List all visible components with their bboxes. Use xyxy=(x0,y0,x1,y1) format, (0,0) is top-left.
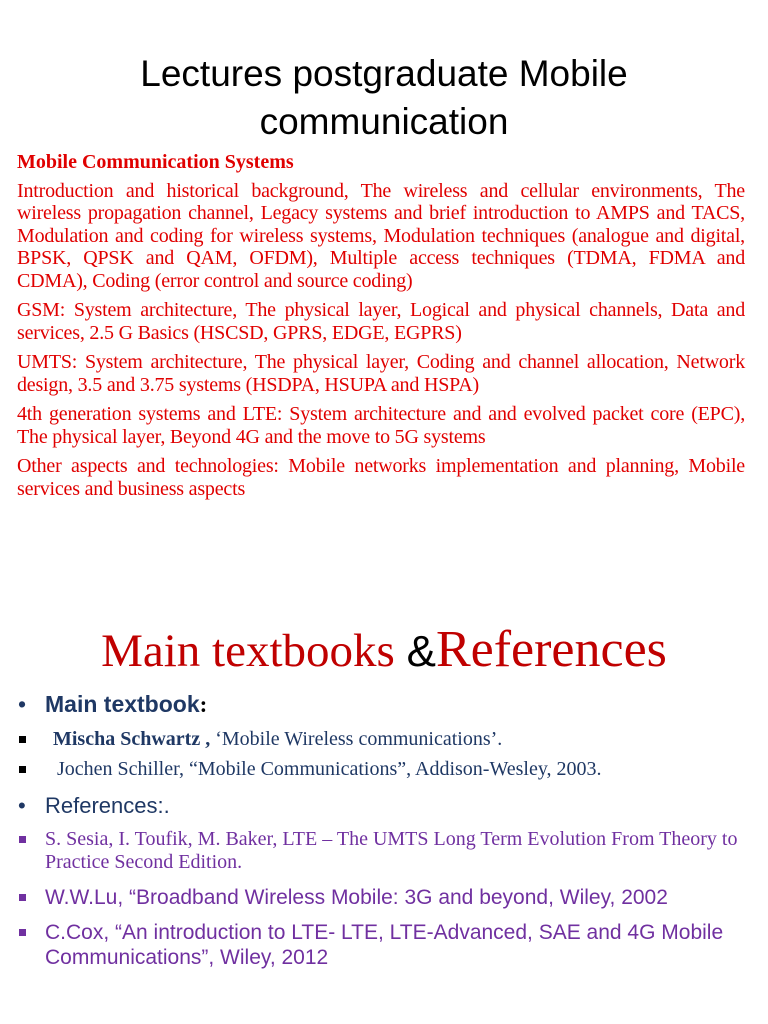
page-title: Lectures postgraduate Mobile communication xyxy=(140,53,628,142)
square-bullet-icon xyxy=(19,736,26,743)
course-heading: Mobile Communication Systems xyxy=(17,151,294,173)
reference-item xyxy=(16,828,756,874)
main-textbook-colon: : xyxy=(199,692,208,717)
topic-paragraph-other: Other aspects and technologies: Mobile networks implementation and planning, Mobile services and business aspects xyxy=(17,455,745,500)
square-bullet-icon xyxy=(19,836,26,843)
references-title-part2: References xyxy=(435,621,667,678)
bullet-icon: • xyxy=(18,793,26,818)
textbook-title: ‘Mobile Wireless communications’. xyxy=(210,728,503,750)
topic-paragraph-umts: UMTS: System architecture, The physical layer, Coding and channel allocation, Network design, 3.5 and 3.75 systems (HSDPA, HSUPA and HSPA) xyxy=(17,351,745,396)
reference-item xyxy=(16,885,756,910)
square-bullet-icon xyxy=(19,766,26,773)
references-label-item xyxy=(16,793,756,819)
square-bullet-icon xyxy=(19,929,26,936)
textbook-citation: Jochen Schiller, “Mobile Communications”, Addison-Wesley, 2003. xyxy=(57,758,602,780)
references-title-part1: Main textbooks xyxy=(101,625,407,677)
bullet-icon: • xyxy=(18,691,27,717)
main-textbook-item xyxy=(16,690,756,719)
topic-paragraph-gsm: GSM: System architecture, The physical layer, Logical and physical channels, Data and services, 2.5 G Basics (HSCSD, GPRS, EDGE, EGPRS) xyxy=(17,299,745,344)
reference-citation: C.Cox, “An introduction to LTE- LTE, LTE-Advanced, SAE and 4G Mobile Communications”, Wiley, 2012 xyxy=(45,921,724,969)
topic-paragraph-lte: 4th generation systems and LTE: System architecture and and evolved packet core (EPC), The physical layer, Beyond 4G and the move to 5G systems xyxy=(17,403,745,448)
textbook-item xyxy=(16,758,756,781)
reference-citation: W.W.Lu, “Broadband Wireless Mobile: 3G and beyond, Wiley, 2002 xyxy=(45,886,668,909)
references-section-title xyxy=(0,620,768,682)
square-bullet-icon xyxy=(19,894,26,901)
references-title-ampersand: & xyxy=(406,627,436,676)
textbook-author: Mischa Schwartz , xyxy=(53,728,211,750)
reference-citation: S. Sesia, I. Toufik, M. Baker, LTE – The UMTS Long Term Evolution From Theory to Practice Second Edition. xyxy=(45,828,738,873)
references-list xyxy=(16,690,756,970)
main-textbook-label: Main textbook xyxy=(45,691,200,717)
references-label: References:. xyxy=(45,793,170,818)
reference-item xyxy=(16,920,756,970)
course-topics xyxy=(17,151,745,507)
topic-paragraph-intro: Introduction and historical background, The wireless and cellular environments, The wireless propagation channel, Legacy systems and brief introduction to AMPS and TACS, Modulation and coding for wireless systems, Modulation techniques (analogue and digital, BPSK, QPSK and QAM, OFDM), Multiple access techniques (TDMA, FDMA and CDMA), Coding (error control and source coding) xyxy=(17,179,745,292)
textbook-item xyxy=(16,728,756,751)
